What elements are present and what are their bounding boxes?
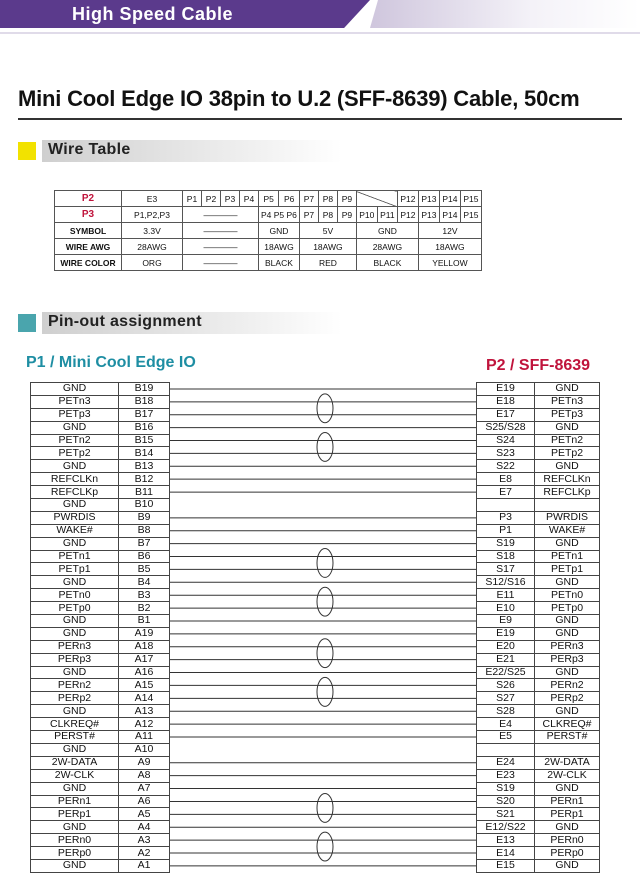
p2-signal-name: GND (535, 666, 600, 679)
table-row (477, 782, 600, 795)
wire-cell: P8 (318, 207, 337, 223)
p2-pin-number: P1 (477, 524, 535, 537)
p2-pin-number: S25/S28 (477, 421, 535, 434)
table-row (477, 537, 600, 550)
p2-signal-name (535, 743, 600, 756)
table-row (31, 395, 170, 408)
wire-cell: RED (299, 255, 356, 271)
wire-cell: P5 (259, 191, 279, 207)
table-row (31, 808, 170, 821)
p2-signal-name: PETp3 (535, 408, 600, 421)
p1-signal-name: PERp3 (31, 653, 119, 666)
wire-table-heading: Wire Table (48, 141, 131, 158)
table-row (31, 679, 170, 692)
twisted-pair-oval (317, 433, 333, 462)
p2-signal-name: GND (535, 705, 600, 718)
table-row (477, 627, 600, 640)
wire-cell: 28AWG (356, 239, 418, 255)
p1-pin-number: A18 (119, 640, 170, 653)
table-row (477, 499, 600, 512)
p2-pin-number: S27 (477, 692, 535, 705)
table-row (31, 615, 170, 628)
wire-cell: P15 (460, 191, 481, 207)
p1-pin-number: B5 (119, 563, 170, 576)
table-row (477, 705, 600, 718)
table-row (31, 576, 170, 589)
p1-signal-name: PETp1 (31, 563, 119, 576)
wire-cell: SYMBOL (55, 223, 122, 239)
p2-pin-number: E5 (477, 731, 535, 744)
wire-cell: YELLOW (418, 255, 481, 271)
wire-cell: P4 P5 P6 (259, 207, 300, 223)
table-row (31, 602, 170, 615)
table-row (31, 666, 170, 679)
wire-cell: 18AWG (418, 239, 481, 255)
table-row (477, 434, 600, 447)
p2-pin-number: E10 (477, 602, 535, 615)
table-row (477, 795, 600, 808)
p2-pin-number: E11 (477, 589, 535, 602)
table-row (31, 589, 170, 602)
p2-pin-number: E12/S22 (477, 821, 535, 834)
p2-pin-number: S18 (477, 550, 535, 563)
p1-pin-number: B14 (119, 447, 170, 460)
table-row (31, 421, 170, 434)
p2-pin-number: E15 (477, 859, 535, 872)
table-row (477, 756, 600, 769)
p1-signal-name: GND (31, 627, 119, 640)
table-row (31, 473, 170, 486)
twisted-pair-oval (317, 677, 333, 706)
p2-signal-name: PERp1 (535, 808, 600, 821)
p1-pin-number: B7 (119, 537, 170, 550)
p1-signal-name: GND (31, 421, 119, 434)
table-row (31, 834, 170, 847)
p1-signal-name: PWRDIS (31, 511, 119, 524)
wire-cell: 28AWG (122, 239, 183, 255)
p2-signal-name: PERn1 (535, 795, 600, 808)
p1-signal-name: PETn0 (31, 589, 119, 602)
table-row (31, 769, 170, 782)
p1-signal-name: GND (31, 576, 119, 589)
p1-connector-title: P1 / Mini Cool Edge IO (26, 354, 196, 371)
p2-signal-name: PERn3 (535, 640, 600, 653)
p2-signal-name: REFCLKn (535, 473, 600, 486)
p2-signal-name: GND (535, 821, 600, 834)
table-row (477, 666, 600, 679)
p1-signal-name: PERp1 (31, 808, 119, 821)
p1-pin-number: B13 (119, 460, 170, 473)
table-row (477, 718, 600, 731)
p1-signal-name: 2W-DATA (31, 756, 119, 769)
wire-cell: P9 (337, 207, 356, 223)
p1-pin-number: A6 (119, 795, 170, 808)
p1-signal-name: REFCLKn (31, 473, 119, 486)
p2-signal-name: WAKE# (535, 524, 600, 537)
wire-cell: ———— (183, 223, 259, 239)
p2-pin-number: E22/S25 (477, 666, 535, 679)
p2-pin-number: E19 (477, 383, 535, 396)
table-row (31, 756, 170, 769)
p2-signal-name: CLKREQ# (535, 718, 600, 731)
wire-cell: P14 (439, 207, 460, 223)
p1-signal-name: PETp2 (31, 447, 119, 460)
table-row (477, 653, 600, 666)
page-title: Mini Cool Edge IO 38pin to U.2 (SFF-8639) Cable, 50cm (18, 86, 580, 111)
p2-signal-name: PETp0 (535, 602, 600, 615)
wire-cell: P6 (279, 191, 299, 207)
p2-signal-name: GND (535, 537, 600, 550)
table-row (31, 795, 170, 808)
p1-pin-number: B1 (119, 615, 170, 628)
p1-pin-number: B10 (119, 499, 170, 512)
twisted-pair-oval (317, 639, 333, 668)
p1-signal-name: GND (31, 705, 119, 718)
p2-signal-name: REFCLKp (535, 486, 600, 499)
wire-cell: WIRE COLOR (55, 255, 122, 271)
table-row (31, 705, 170, 718)
wire-cell: 18AWG (299, 239, 356, 255)
p1-pin-number: A17 (119, 653, 170, 666)
p1-signal-name: GND (31, 782, 119, 795)
wire-cell: P13 (418, 191, 439, 207)
p2-pin-number: E24 (477, 756, 535, 769)
wire-cell: ———— (183, 255, 259, 271)
wire-cell: 12V (418, 223, 481, 239)
p2-pin-number: E21 (477, 653, 535, 666)
wire-cell: 5V (299, 223, 356, 239)
table-row (477, 615, 600, 628)
wire-cell: 18AWG (259, 239, 300, 255)
table-row (477, 383, 600, 396)
p1-signal-name: PERST# (31, 731, 119, 744)
table-row (31, 511, 170, 524)
p2-signal-name: GND (535, 460, 600, 473)
wire-cell: P1 (183, 191, 202, 207)
table-row (477, 679, 600, 692)
table-row (477, 563, 600, 576)
p2-signal-name: GND (535, 782, 600, 795)
p1-signal-name: GND (31, 743, 119, 756)
wire-cell: GND (259, 223, 300, 239)
p2-signal-name: GND (535, 615, 600, 628)
p2-pin-number: E20 (477, 640, 535, 653)
p1-pin-number: A16 (119, 666, 170, 679)
wire-cell: P7 (299, 191, 318, 207)
p2-pin-number: E14 (477, 847, 535, 860)
p2-signal-name: PETp1 (535, 563, 600, 576)
p1-pin-number: A1 (119, 859, 170, 872)
p1-pin-number: B17 (119, 408, 170, 421)
table-row (477, 859, 600, 872)
p1-pin-number: B4 (119, 576, 170, 589)
table-row (31, 821, 170, 834)
wire-cell: P2 (202, 191, 221, 207)
p1-signal-name: PERn3 (31, 640, 119, 653)
p2-pin-number: S23 (477, 447, 535, 460)
p1-signal-name: GND (31, 666, 119, 679)
p1-signal-name: PETn1 (31, 550, 119, 563)
p1-pin-table (30, 382, 170, 873)
table-row (31, 627, 170, 640)
twisted-pair-oval (317, 394, 333, 423)
wire-cell: P12 (397, 207, 418, 223)
table-row (31, 524, 170, 537)
wire-cell: ———— (183, 239, 259, 255)
p2-signal-name: PETn2 (535, 434, 600, 447)
p2-signal-name: 2W-DATA (535, 756, 600, 769)
pinout-heading: Pin-out assignment (48, 313, 202, 330)
p2-signal-name: PETn0 (535, 589, 600, 602)
table-row (31, 447, 170, 460)
table-row (477, 576, 600, 589)
p1-pin-number: B19 (119, 383, 170, 396)
p1-signal-name: GND (31, 537, 119, 550)
table-row (31, 847, 170, 860)
p2-pin-number: S17 (477, 563, 535, 576)
p2-pin-number: S20 (477, 795, 535, 808)
p2-signal-name: PERST# (535, 731, 600, 744)
p1-pin-number: B8 (119, 524, 170, 537)
table-row (477, 731, 600, 744)
table-row (477, 834, 600, 847)
wire-cell: P10 (356, 207, 377, 223)
p2-pin-number: P3 (477, 511, 535, 524)
p1-signal-name: GND (31, 615, 119, 628)
p2-signal-name: GND (535, 859, 600, 872)
p1-pin-number: A14 (119, 692, 170, 705)
table-row (477, 550, 600, 563)
wire-cell: 3.3V (122, 223, 183, 239)
p1-signal-name: WAKE# (31, 524, 119, 537)
p1-pin-number: A8 (119, 769, 170, 782)
table-row (31, 731, 170, 744)
p1-signal-name: PETn3 (31, 395, 119, 408)
p2-pin-number: E7 (477, 486, 535, 499)
p2-signal-name: PERn2 (535, 679, 600, 692)
table-row (477, 395, 600, 408)
p1-signal-name: PERn2 (31, 679, 119, 692)
table-row (31, 692, 170, 705)
wire-cell: P9 (337, 191, 356, 207)
wire-cell: P15 (460, 207, 481, 223)
table-row (31, 499, 170, 512)
p1-pin-number: B6 (119, 550, 170, 563)
wire-cell: P4 (240, 191, 259, 207)
wire-cell: P8 (318, 191, 337, 207)
p2-pin-number: S19 (477, 782, 535, 795)
wire-cell: P12 (397, 191, 418, 207)
table-row (477, 511, 600, 524)
p1-signal-name: GND (31, 460, 119, 473)
wire-cell: P11 (377, 207, 397, 223)
table-row (477, 743, 600, 756)
p1-signal-name: GND (31, 499, 119, 512)
p1-pin-number: A9 (119, 756, 170, 769)
p2-signal-name: PWRDIS (535, 511, 600, 524)
wire-cell: BLACK (259, 255, 300, 271)
table-row (477, 847, 600, 860)
p1-signal-name: 2W-CLK (31, 769, 119, 782)
p1-signal-name: PERn0 (31, 834, 119, 847)
table-row (477, 460, 600, 473)
table-row (31, 486, 170, 499)
table-row (31, 537, 170, 550)
twisted-pair-oval (317, 549, 333, 578)
p1-pin-number: B3 (119, 589, 170, 602)
table-row (477, 808, 600, 821)
p2-pin-number: E9 (477, 615, 535, 628)
table-row (477, 447, 600, 460)
p1-signal-name: GND (31, 821, 119, 834)
p2-pin-number: E23 (477, 769, 535, 782)
table-row (31, 718, 170, 731)
p1-pin-number: A7 (119, 782, 170, 795)
p2-signal-name: PETp2 (535, 447, 600, 460)
p2-signal-name: GND (535, 383, 600, 396)
table-row (477, 524, 600, 537)
table-row (477, 408, 600, 421)
table-row (477, 473, 600, 486)
p2-signal-name (535, 499, 600, 512)
p2-signal-name: GND (535, 627, 600, 640)
twisted-pair-oval (317, 587, 333, 616)
p1-pin-number: B15 (119, 434, 170, 447)
p2-pin-number: S26 (477, 679, 535, 692)
p1-pin-number: A3 (119, 834, 170, 847)
p1-pin-number: B11 (119, 486, 170, 499)
table-row (31, 550, 170, 563)
table-row (477, 421, 600, 434)
p2-pin-number (477, 499, 535, 512)
twisted-pair-oval (317, 793, 333, 822)
table-row (31, 782, 170, 795)
p2-pin-number: S21 (477, 808, 535, 821)
twisted-pair-oval (317, 832, 333, 861)
p2-pin-number: S19 (477, 537, 535, 550)
p2-signal-name: 2W-CLK (535, 769, 600, 782)
p1-pin-number: A12 (119, 718, 170, 731)
table-row (31, 859, 170, 872)
wire-cell: WIRE AWG (55, 239, 122, 255)
wire-cell: P14 (439, 191, 460, 207)
table-row (477, 640, 600, 653)
p2-pin-number: E19 (477, 627, 535, 640)
p1-pin-number: A15 (119, 679, 170, 692)
table-row (477, 486, 600, 499)
p1-pin-number: A19 (119, 627, 170, 640)
table-row (477, 692, 600, 705)
table-row (477, 589, 600, 602)
table-row (31, 563, 170, 576)
table-row (31, 408, 170, 421)
p1-pin-number: A10 (119, 743, 170, 756)
p2-pin-table (476, 382, 600, 873)
p2-pin-number: S22 (477, 460, 535, 473)
wire-cell: P13 (418, 207, 439, 223)
wire-cell: E3 (122, 191, 183, 207)
wire-cell: ORG (122, 255, 183, 271)
p1-pin-number: B16 (119, 421, 170, 434)
p2-signal-name: PERp2 (535, 692, 600, 705)
p1-signal-name: GND (31, 859, 119, 872)
table-row (477, 602, 600, 615)
table-row (477, 821, 600, 834)
p1-pin-number: A4 (119, 821, 170, 834)
wire-cell: P3 (55, 207, 122, 223)
wire-cell: P3 (221, 191, 240, 207)
wire-cell: P2 (55, 191, 122, 207)
wire-cell: P1,P2,P3 (122, 207, 183, 223)
p1-pin-number: A2 (119, 847, 170, 860)
p2-pin-number: E13 (477, 834, 535, 847)
p2-signal-name: PERp0 (535, 847, 600, 860)
p1-pin-number: B9 (119, 511, 170, 524)
p2-pin-number: S28 (477, 705, 535, 718)
p2-pin-number: E8 (477, 473, 535, 486)
p1-pin-number: A13 (119, 705, 170, 718)
p1-signal-name: GND (31, 383, 119, 396)
p2-pin-number: S12/S16 (477, 576, 535, 589)
p2-signal-name: PERp3 (535, 653, 600, 666)
table-row (31, 640, 170, 653)
wire-cell: GND (356, 223, 418, 239)
p1-pin-number: A11 (119, 731, 170, 744)
p2-signal-name: PERn0 (535, 834, 600, 847)
p2-signal-name: GND (535, 421, 600, 434)
p1-pin-number: B18 (119, 395, 170, 408)
table-row (31, 653, 170, 666)
banner-title: High Speed Cable (72, 4, 234, 24)
p1-signal-name: PERp0 (31, 847, 119, 860)
p2-pin-number: E17 (477, 408, 535, 421)
p1-signal-name: CLKREQ# (31, 718, 119, 731)
wire-cell: BLACK (356, 255, 418, 271)
p1-signal-name: PETp0 (31, 602, 119, 615)
table-row (477, 769, 600, 782)
p1-pin-number: A5 (119, 808, 170, 821)
wire-cell: ———— (183, 207, 259, 223)
table-row (31, 743, 170, 756)
p2-signal-name: PETn3 (535, 395, 600, 408)
p2-pin-number (477, 743, 535, 756)
p1-pin-number: B2 (119, 602, 170, 615)
table-row (31, 383, 170, 396)
p1-signal-name: PERp2 (31, 692, 119, 705)
p2-connector-title: P2 / SFF-8639 (486, 357, 591, 374)
table-row (31, 434, 170, 447)
p1-signal-name: PETp3 (31, 408, 119, 421)
wire-cell: P7 (299, 207, 318, 223)
p1-pin-number: B12 (119, 473, 170, 486)
p1-signal-name: PERn1 (31, 795, 119, 808)
p1-signal-name: REFCLKp (31, 486, 119, 499)
p2-pin-number: E18 (477, 395, 535, 408)
table-row (31, 460, 170, 473)
p1-signal-name: PETn2 (31, 434, 119, 447)
p2-pin-number: E4 (477, 718, 535, 731)
p2-pin-number: S24 (477, 434, 535, 447)
p2-signal-name: PETn1 (535, 550, 600, 563)
p2-signal-name: GND (535, 576, 600, 589)
